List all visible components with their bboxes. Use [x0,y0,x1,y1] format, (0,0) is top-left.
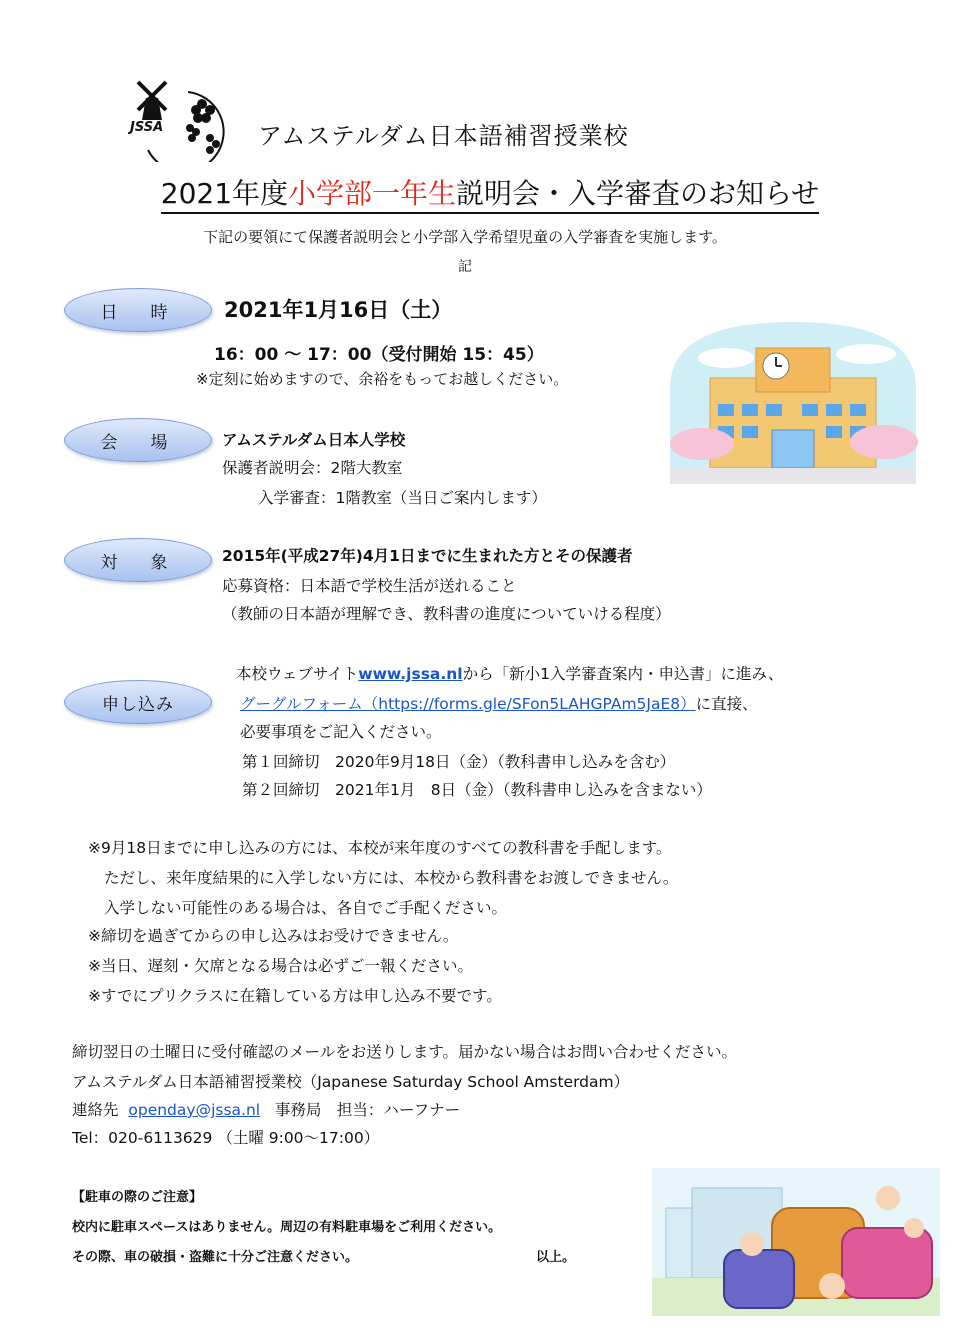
intro-text: 下記の要領にて保護者説明会と小学部入学希望児童の入学審査を実施します。 [203,228,727,246]
datetime-label: 日 時 [64,288,212,332]
apply-line1-post: から「新小1入学審査案内・申込書」に進み、 [462,665,784,683]
target-label: 対 象 [64,538,212,582]
note-4: ※締切を過ぎてからの申し込みはお受けできません。 [88,927,459,945]
email-link[interactable]: openday@jssa.nl [128,1101,261,1119]
parking-end: 以上。 [536,1250,576,1265]
title-year: 2021年度 [161,177,288,214]
deadline-1: 第１回締切 2020年9月18日（金）（教科書申し込みを含む） [242,753,676,771]
note-3: 入学しない可能性のある場合は、各自でご手配ください。 [104,899,508,917]
target-line1: 2015年(平成27年)4月1日までに生まれた方とその保護者 [222,547,633,565]
contact-line1: 締切翌日の土曜日に受付確認のメールをお送りします。届かない場合はお問い合わせください。 [72,1043,737,1061]
venue-line1: 保護者説明会：2階大教室 [222,459,403,477]
logo-text: JSSA [130,120,164,135]
apply-label: 申し込み [64,680,212,724]
contact-office: 事務局 担当：ハーフナー [274,1101,461,1119]
event-time: 16：00 ～ 17：00（受付開始 15：45） [214,345,544,365]
google-form-link[interactable]: グーグルフォーム（https://forms.gle/SFon5LAHGPAm5JaE8） [240,695,696,713]
jssa-logo [118,62,228,162]
apply-line1-pre: 本校ウェブサイト [236,665,359,683]
apply-line2 [240,690,758,718]
website-link[interactable]: www.jssa.nl [358,665,463,683]
title-grade: 小学部一年生 [288,177,456,214]
parking-line1: 校内に駐車スペースはありません。周辺の有料駐車場をご利用ください。 [72,1220,502,1235]
time-note: ※定刻に始めますので、余裕をもってお越しください。 [196,370,569,388]
note-1: ※9月18日までに申し込みの方には、本校が来年度のすべての教科書を手配します。 [88,839,672,857]
contact-line2: アムステルダム日本語補習授業校（Japanese Saturday School Amsterdam） [72,1073,630,1091]
page-title [0,172,980,212]
target-line3: （教師の日本語が理解でき、教科書の進度についていける程度） [222,605,671,623]
parking-heading: 【駐車の際のご注意】 [72,1190,203,1205]
apply-line2-post: に直接、 [695,695,758,713]
children-with-school-bags-illustration [652,1168,940,1316]
note-6: ※すでにプリクラスに在籍している方は申し込み不要です。 [88,987,502,1005]
ki-mark: 記 [458,259,472,275]
deadline-2: 第２回締切 2021年1月 8日（金）（教科書申し込みを含まない） [242,781,712,799]
venue-label: 会 場 [64,418,212,462]
windmill-logo-icon [118,62,228,162]
school-building-illustration [666,318,920,484]
school-name: アムステルダム日本語補習授業校 [258,122,629,150]
apply-line1 [236,660,783,688]
apply-line3: 必要事項をご記入ください。 [240,723,442,741]
contact-tel: Tel：020-6113629 （土曜 9:00～17:00） [72,1129,380,1147]
note-5: ※当日、遅刻・欠席となる場合は必ずご一報ください。 [88,957,473,975]
contact-label: 連絡先 [72,1101,119,1119]
contact-line3 [72,1096,460,1124]
venue-name: アムステルダム日本人学校 [222,431,406,449]
note-2: ただし、来年度結果的に入学しない方には、本校から教科書をお渡しできません。 [104,869,679,887]
target-line2: 応募資格：日本語で学校生活が送れること [222,577,517,595]
parking-line2: その際、車の破損・盗難に十分ご注意ください。 [72,1250,359,1265]
title-rest: 説明会・入学審査のお知らせ [456,177,819,214]
venue-line2: 入学審査：1階教室（当日ご案内します） [258,489,547,507]
event-date: 2021年1月16日（土） [224,298,453,322]
